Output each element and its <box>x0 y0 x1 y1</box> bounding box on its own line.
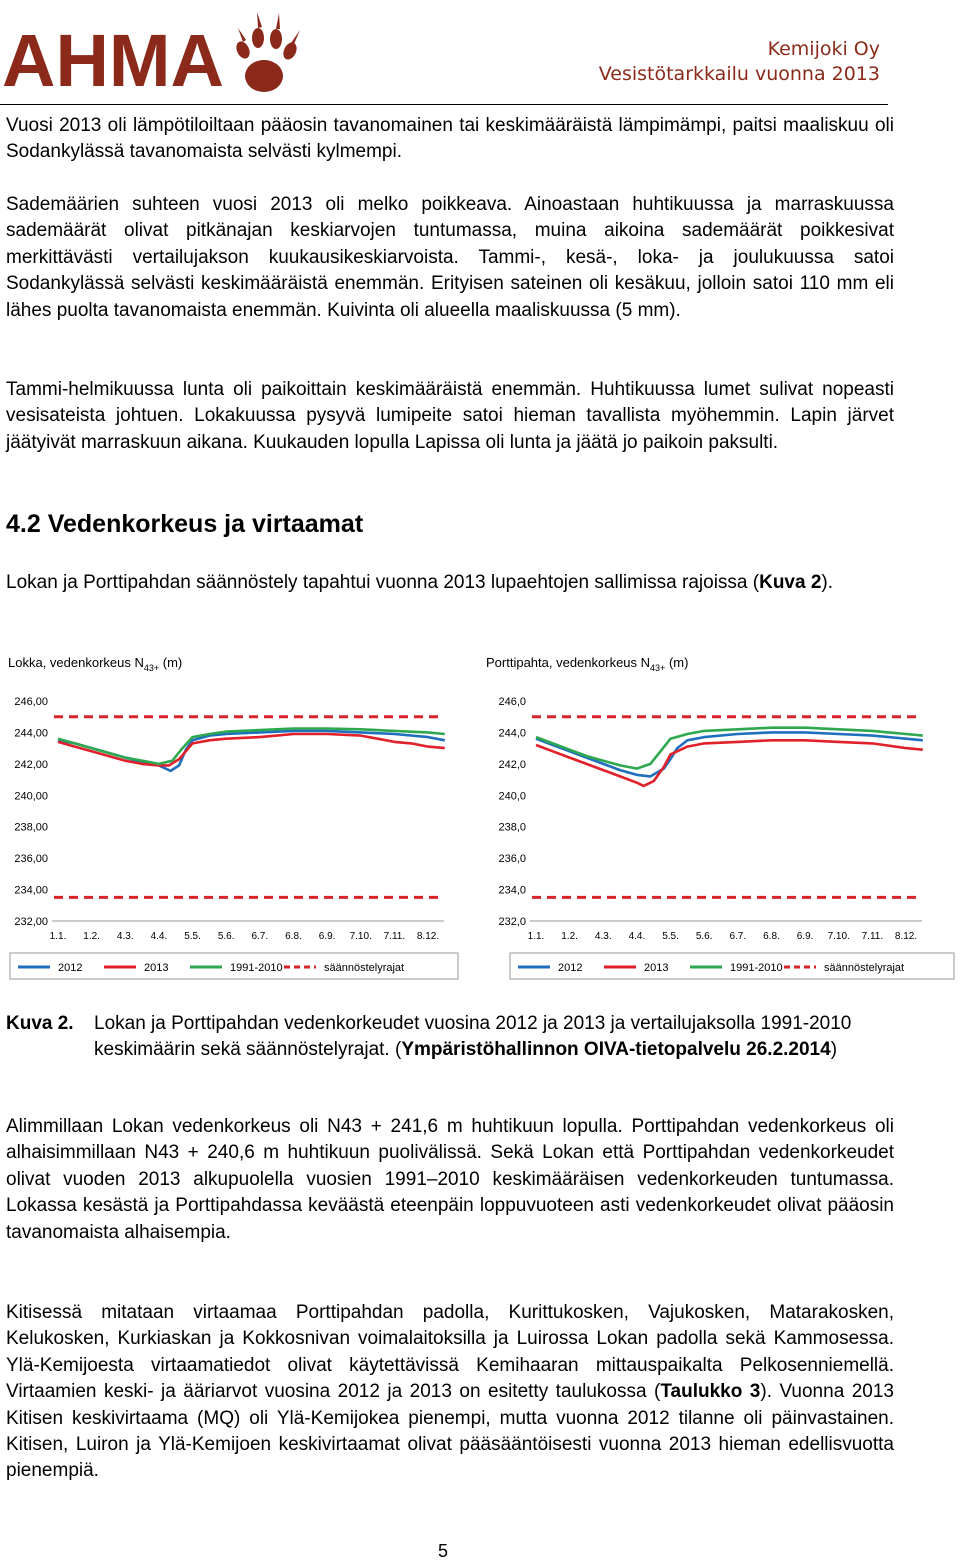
legend-label: 1991-2010 <box>730 962 783 974</box>
x-tick-label: 4.4. <box>628 931 646 942</box>
series-line-2012 <box>536 732 923 776</box>
x-tick-label: 5.6. <box>217 931 235 942</box>
table-reference: Taulukko 3 <box>660 1381 761 1403</box>
paragraph-water-levels: Alimmillaan Lokan vedenkorkeus oli N43 + 241,6 m huhtikuun lopulla. Porttipahdan vedenkorkeus oli alhaisimmillaan N43 + 240,6 m huhtikuun puolivälissä. Sekä Lokan että Porttipahdan vedenkorkeudet olivat vuoden 2013 alkupuolella vuosien 1991–2010 keskimääräisen vedenkorkeuden tuntumassa. Lokassa kesästä ja Porttipahdassa keväästä eteenpäin loppuvuoteen asti vedenkorkeudet olivat pääosin tavanomaista alhaisempia. <box>6 1116 894 1243</box>
y-tick-label: 240,00 <box>14 790 48 803</box>
legend-label: 2013 <box>644 962 669 974</box>
paragraph-precipitation: Sademäärien suhteen vuosi 2013 oli melko poikkeava. Ainoastaan huhtikuussa ja marraskuussa sademäärät olivat pitkänajan keskiarvojen tuntumassa, muina aikoina sademäärät poikkesivat merkittävästi vertailujakson kuukausikeskiarvoista. Tammi-, kesä-, loka- ja joulukuussa satoi Sodankylässä selvästi keskimääräistä enemmän. Erityisen sateinen oli kesäkuu, jolloin satoi 110 mm eli lähes puolta tavanomaista enemmän. Kuivinta oli alueella maaliskuussa (5 mm). <box>6 194 894 321</box>
caption-text: Lokan ja Porttipahdan vedenkorkeudet vuosina 2012 ja 2013 ja vertailujaksolla 1991-2010 keskimäärin sekä säännöstelyrajat. ( <box>94 1013 852 1061</box>
figure-reference: Kuva 2 <box>759 572 822 593</box>
y-tick-label: 244,0 <box>498 727 526 740</box>
caption-source: Ympäristöhallinnon OIVA-tietopalvelu 26.2.2014 <box>401 1039 831 1061</box>
y-tick-label: 246,00 <box>14 696 48 708</box>
y-tick-label: 236,00 <box>14 853 48 866</box>
x-tick-label: 6.8. <box>285 931 302 942</box>
paragraph-temperature: Vuosi 2013 oli lämpötiloiltaan pääosin tavanomainen tai keskimääräistä lämpimämpi, paitsi maaliskuu oli Sodankylässä tavanomaista selvästi kylmempi. <box>6 115 894 163</box>
y-tick-label: 238,0 <box>498 821 526 834</box>
y-tick-label: 234,0 <box>498 884 526 897</box>
chart-title-unit: (m) <box>159 655 183 670</box>
caption-end: ) <box>830 1039 838 1061</box>
series-line-2013 <box>58 734 445 765</box>
header-report: Vesistötarkkailu vuonna 2013 <box>598 63 880 85</box>
y-tick-label: 246,0 <box>498 696 526 708</box>
header-company: Kemijoki Oy <box>767 38 880 60</box>
header-rule <box>0 104 888 105</box>
chart-title-main: Lokka, vedenkorkeus N <box>8 655 144 670</box>
y-tick-label: 244,00 <box>14 727 48 740</box>
x-tick-label: 7.11. <box>383 931 406 942</box>
regulation-text: Lokan ja Porttipahdan säännöstely tapahtui vuonna 2013 lupaehtojen sallimissa rajoissa ( <box>6 572 760 593</box>
chart-lokka-svg <box>0 645 470 995</box>
chart-title-main: Porttipahta, vedenkorkeus N <box>486 655 651 670</box>
legend-label: 2012 <box>58 962 83 974</box>
chart-title-unit: (m) <box>665 655 689 670</box>
chart-porttipahta <box>478 645 960 995</box>
x-tick-label: 4.4. <box>150 931 168 942</box>
logo-wordmark: AHMA <box>2 19 224 96</box>
chart-title-subscript: 43+ <box>650 663 666 673</box>
x-tick-label: 5.5. <box>184 931 201 942</box>
x-tick-label: 1.2. <box>561 931 578 942</box>
legend-label: 2013 <box>144 962 169 974</box>
discharge-text-end: ). Vuonna 2013 Kitisen keskivirtaama (MQ) oli Ylä-Kemijokea pienempi, mutta vuonna 2012 tilanne oli päinvastainen. Kitisen, Luiron ja Ylä-Kemijoen keskivirtaamat olivat pääsääntöisesti vuonna 2013 hieman edellisvuotta pienempiä. <box>6 1381 895 1482</box>
x-tick-label: 5.5. <box>662 931 679 942</box>
x-tick-label: 1.1. <box>527 931 545 942</box>
y-tick-label: 234,00 <box>14 884 48 897</box>
x-tick-label: 1.1. <box>49 931 67 942</box>
legend-label: säännöstelyrajat <box>324 962 405 974</box>
page-header <box>0 0 960 110</box>
paw-icon <box>234 12 300 92</box>
x-tick-label: 1.2. <box>83 931 100 942</box>
x-tick-label: 6.7. <box>251 931 269 942</box>
y-tick-label: 236,0 <box>498 853 526 866</box>
page-number: 5 <box>438 1541 449 1561</box>
legend-label: säännöstelyrajat <box>824 962 905 974</box>
chart-title <box>486 655 688 673</box>
x-tick-label: 7.11. <box>861 931 884 942</box>
legend-label: 1991-2010 <box>230 962 283 974</box>
caption-body <box>6 1011 896 1064</box>
x-tick-label: 6.9. <box>796 931 814 942</box>
x-tick-label: 8.12. <box>416 931 440 942</box>
caption-label: Kuva 2. <box>6 1013 74 1034</box>
x-tick-label: 6.8. <box>763 931 780 942</box>
paragraph-discharges <box>6 1300 894 1485</box>
y-tick-label: 240,0 <box>498 790 526 803</box>
regulation-text-end: ). <box>821 572 834 593</box>
paragraph-regulation <box>6 570 894 596</box>
chart-title <box>8 655 182 673</box>
section-heading: 4.2 Vedenkorkeus ja virtaamat <box>6 510 364 538</box>
ahma-logo <box>2 6 322 96</box>
x-tick-label: 5.6. <box>695 931 713 942</box>
x-tick-label: 6.9. <box>318 931 336 942</box>
chart-title-subscript: 43+ <box>143 663 160 673</box>
x-tick-label: 7.10. <box>349 931 372 942</box>
chart-porttipahta-svg <box>478 645 960 995</box>
legend-label: 2012 <box>558 962 583 974</box>
chart-lokka <box>0 645 470 995</box>
x-tick-label: 4.3. <box>116 931 134 942</box>
x-tick-label: 6.7. <box>729 931 747 942</box>
y-tick-label: 232,0 <box>498 916 526 928</box>
series-line-2013 <box>536 740 923 786</box>
y-tick-label: 242,0 <box>498 758 526 771</box>
figure-caption <box>6 1011 896 1064</box>
paragraph-snow: Tammi-helmikuussa lunta oli paikoittain keskimääräistä enemmän. Huhtikuussa lumet sulivat nopeasti vesisateista johtuen. Lokakuussa pysyvä lumipeite satoi hieman tavallista myöhemmin. Lapin järvet jäätyivät marraskuun aikana. Kuukauden lopulla Lapissa oli lunta ja jäätä jo paikoin paksulti. <box>6 379 894 453</box>
x-tick-label: 4.3. <box>594 931 612 942</box>
discharge-text: Kitisessä mitataan virtaamaa Porttipahdan padolla, Kurittukosken, Vajukosken, Matarakosken, Kelukosken, Kurkiaskan ja Kokkosnivan voimalaitoksilla ja Luirossa Lokan padolla sekä Kammosessa. Ylä-Kemijoesta virtaamatiedot olivat käytettävissä Kemihaaran mittauspaikalta Pelkosenniemellä. Virtaamien keski- ja ääriarvot vuosina 2012 ja 2013 on esitetty taulukossa ( <box>6 1302 894 1403</box>
x-tick-label: 8.12. <box>894 931 918 942</box>
y-tick-label: 242,00 <box>14 758 48 771</box>
y-tick-label: 232,00 <box>14 916 48 928</box>
x-tick-label: 7.10. <box>827 931 850 942</box>
y-tick-label: 238,00 <box>14 821 48 834</box>
